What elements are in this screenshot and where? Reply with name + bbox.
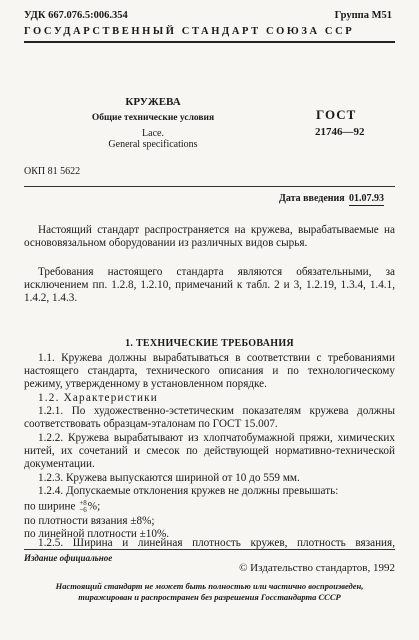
linear-density-tolerance: по линейной плотности ±10%. xyxy=(24,528,170,540)
clause-1-2-3: 1.2.3. Кружева выпускаются шириной от 10 до 559 мм. xyxy=(38,472,300,484)
copyright-line: © Издательство стандартов, 1992 xyxy=(239,562,395,574)
clause-1-1: 1.1. Кружева должны вырабатываться в соответствии с требованиями настоящего стандарта, технического описания и по технологическому режиму, утвержденному в установленном порядке. xyxy=(24,352,395,390)
intro-paragraph-1: Настоящий стандарт распространяется на кружева, вырабатываемые на основовязальном оборудовании из различных видов сырья. xyxy=(24,224,395,249)
footer-rule xyxy=(24,549,395,550)
group-code: Группа М51 xyxy=(334,10,392,21)
clause-1-2: 1.2. Характеристики xyxy=(38,392,158,404)
document-title: КРУЖЕВА xyxy=(125,96,181,108)
clause-1-2-4: 1.2.4. Допускаемые отклонения кружев не должны превышать: xyxy=(38,485,339,497)
clause-1-2-2: 1.2.2. Кружева вырабатывают из хлопчатобумажной пряжи, химических нитей, их сочетаний и смесок по действующей нормативно-технической документации. xyxy=(24,432,395,470)
gost-label: ГОСТ xyxy=(316,107,357,122)
width-plus: +8 xyxy=(79,499,87,507)
density-tolerance: по плотности вязания ±8%; xyxy=(24,515,155,527)
width-minus: −6 xyxy=(79,506,87,514)
clause-1-2-5: 1.2.5. Ширина и линейная плотность кружев, плотность вязания, xyxy=(38,537,395,549)
clause-1-2-1: 1.2.1. По художественно-эстетическим показателям кружева должны соответствовать образцам-эталонам по ГОСТ 15.007. xyxy=(24,405,395,430)
reproduction-notice-line-1: Настоящий стандарт не может быть полностью или частично воспроизведен, xyxy=(55,581,364,591)
official-edition-label: Издание официальное xyxy=(24,553,113,563)
intro-paragraph-2: Требования настоящего стандарта являются обязательными, за исключением пп. 1.2.8, 1.2.10, примечаний к табл. 2 и 3, 1.2.19, 1.3.4, 1.4.1, 1.4.2, 1.4.3. xyxy=(24,266,395,304)
title-english-line-2: General specifications xyxy=(108,139,198,150)
organization-heading: ГОСУДАРСТВЕННЫЙ СТАНДАРТ СОЮЗА ССР xyxy=(24,26,355,37)
top-rule xyxy=(24,41,395,43)
width-label: по ширине xyxy=(24,500,76,513)
okp-code: ОКП 81 5622 xyxy=(24,166,81,177)
width-tolerance xyxy=(24,500,395,514)
date-label: Дата введения xyxy=(279,193,345,204)
document-subtitle: Общие технические условия xyxy=(91,113,215,123)
gost-number: 21746—92 xyxy=(315,126,365,138)
date-value: 01.07.93 xyxy=(349,193,384,204)
middle-rule xyxy=(24,186,395,187)
width-tolerance-fraction xyxy=(79,500,86,514)
width-unit: %; xyxy=(87,500,101,513)
udk-code: УДК 667.076.5:006.354 xyxy=(24,10,128,21)
title-english-line-1: Lace. xyxy=(142,128,164,139)
reproduction-notice-line-2: тиражирован и распространен без разрешения Госстандарта СССР xyxy=(78,592,341,602)
section-title: 1. ТЕХНИЧЕСКИЕ ТРЕБОВАНИЯ xyxy=(125,338,294,349)
